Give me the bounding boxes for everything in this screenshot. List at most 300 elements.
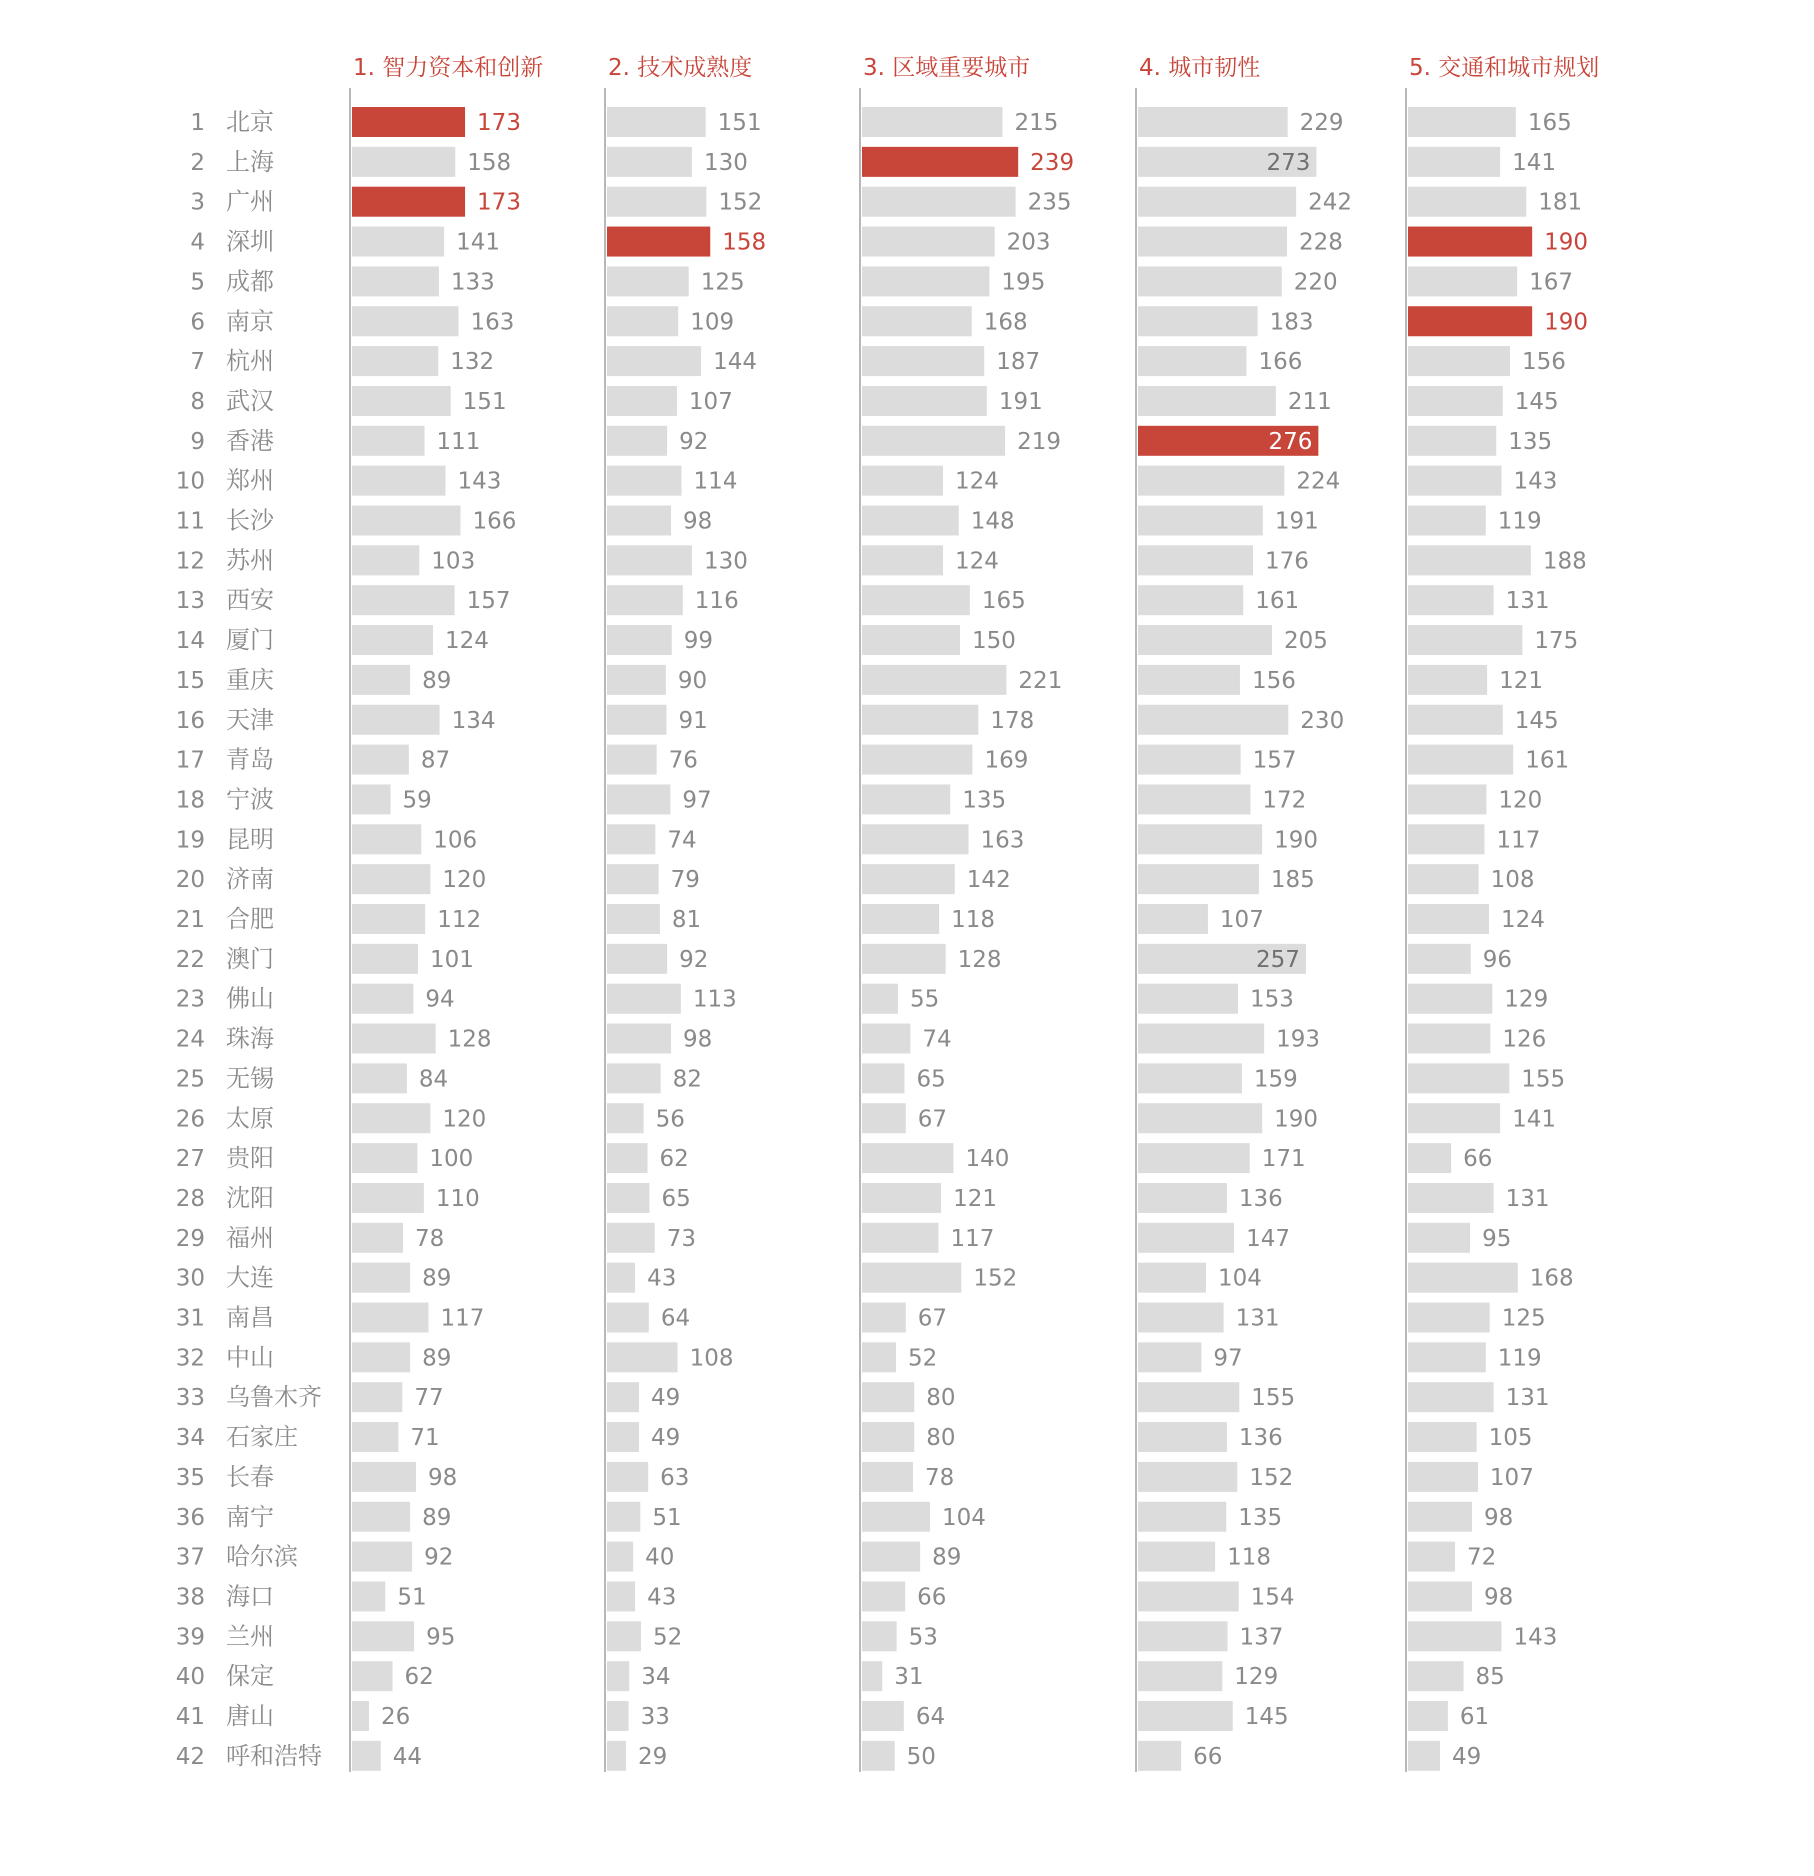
value-label: 235 bbox=[1027, 189, 1072, 216]
bar bbox=[862, 1621, 897, 1651]
city-label: 哈尔滨 bbox=[226, 1542, 298, 1571]
bar bbox=[1138, 266, 1282, 296]
value-label: 144 bbox=[713, 349, 758, 376]
bar bbox=[1408, 466, 1501, 496]
rank-label: 36 bbox=[175, 1504, 205, 1531]
bar bbox=[607, 745, 657, 775]
bar bbox=[607, 1342, 678, 1372]
city-label: 成都 bbox=[226, 267, 274, 296]
bar bbox=[1138, 1143, 1250, 1173]
bar bbox=[862, 545, 943, 575]
value-label: 71 bbox=[410, 1425, 440, 1452]
value-label: 85 bbox=[1475, 1664, 1505, 1691]
city-label: 石家庄 bbox=[226, 1423, 298, 1452]
value-label: 104 bbox=[941, 1504, 986, 1531]
value-label: 167 bbox=[1529, 269, 1574, 296]
value-label: 49 bbox=[651, 1385, 681, 1412]
value-label: 89 bbox=[422, 1265, 452, 1292]
value-label: 141 bbox=[456, 229, 501, 256]
value-label: 190 bbox=[1274, 827, 1319, 854]
value-label: 203 bbox=[1006, 229, 1051, 256]
value-label: 273 bbox=[1266, 149, 1311, 176]
bar bbox=[352, 984, 413, 1014]
city-label: 保定 bbox=[226, 1662, 274, 1691]
value-label: 181 bbox=[1538, 189, 1583, 216]
value-label: 117 bbox=[440, 1305, 485, 1332]
bar bbox=[1408, 1303, 1490, 1333]
bar bbox=[607, 1661, 629, 1691]
value-label: 128 bbox=[957, 946, 1002, 973]
value-label: 77 bbox=[414, 1385, 444, 1412]
series-header: 4. 城市韧性 bbox=[1139, 55, 1261, 81]
value-label: 188 bbox=[1542, 548, 1587, 575]
value-label: 151 bbox=[717, 110, 762, 136]
value-label: 107 bbox=[1489, 1464, 1534, 1491]
bar bbox=[1408, 1741, 1440, 1771]
value-label: 49 bbox=[651, 1425, 681, 1452]
value-label: 67 bbox=[917, 1305, 948, 1332]
rank-label: 1 bbox=[190, 110, 205, 136]
bar bbox=[352, 346, 438, 376]
value-label: 145 bbox=[1514, 707, 1559, 734]
value-label: 205 bbox=[1283, 628, 1328, 655]
bar bbox=[862, 904, 939, 934]
city-label: 宁波 bbox=[226, 785, 274, 814]
bar bbox=[862, 1701, 904, 1731]
bar bbox=[352, 864, 430, 894]
bar bbox=[862, 187, 1016, 217]
bar bbox=[862, 665, 1006, 695]
city-label: 上海 bbox=[226, 147, 274, 176]
city-label: 贵阳 bbox=[226, 1144, 274, 1173]
city-label: 合肥 bbox=[226, 905, 274, 933]
value-label: 229 bbox=[1299, 110, 1344, 136]
value-label: 124 bbox=[445, 628, 489, 655]
bar bbox=[352, 1701, 369, 1731]
bar bbox=[352, 306, 459, 336]
city-label: 沈阳 bbox=[226, 1183, 274, 1212]
bar bbox=[352, 1303, 428, 1333]
bar bbox=[1138, 187, 1296, 217]
bar bbox=[862, 864, 955, 894]
value-label: 165 bbox=[981, 588, 1026, 615]
bar bbox=[352, 506, 460, 536]
rank-label: 30 bbox=[175, 1265, 205, 1292]
value-label: 168 bbox=[1529, 1265, 1574, 1292]
value-label: 56 bbox=[655, 1106, 685, 1133]
bar bbox=[1138, 705, 1288, 735]
value-label: 61 bbox=[1459, 1704, 1490, 1730]
value-label: 190 bbox=[1544, 309, 1589, 336]
city-label: 青岛 bbox=[226, 745, 274, 774]
series-header: 5. 交通和城市规划 bbox=[1409, 55, 1600, 81]
bar bbox=[607, 944, 667, 974]
bar bbox=[607, 784, 670, 814]
bar bbox=[352, 187, 465, 217]
bar bbox=[862, 426, 1005, 456]
bar bbox=[607, 705, 666, 735]
bar bbox=[607, 506, 671, 536]
value-label: 65 bbox=[661, 1185, 691, 1212]
value-label: 118 bbox=[1227, 1544, 1272, 1571]
value-label: 43 bbox=[647, 1265, 677, 1292]
city-label: 太原 bbox=[226, 1104, 274, 1133]
value-label: 228 bbox=[1298, 229, 1343, 256]
value-label: 140 bbox=[965, 1146, 1010, 1173]
value-label: 52 bbox=[652, 1624, 683, 1651]
rank-label: 21 bbox=[175, 907, 205, 933]
bar bbox=[1138, 466, 1284, 496]
bar bbox=[862, 745, 972, 775]
bar bbox=[862, 466, 943, 496]
value-label: 80 bbox=[926, 1425, 956, 1452]
value-label: 130 bbox=[703, 548, 748, 575]
value-label: 113 bbox=[692, 986, 737, 1013]
rank-label: 15 bbox=[175, 667, 205, 694]
bar bbox=[1408, 1063, 1509, 1093]
value-label: 152 bbox=[1249, 1464, 1294, 1491]
value-label: 141 bbox=[1512, 1106, 1557, 1133]
rank-label: 17 bbox=[175, 747, 205, 774]
city-label: 深圳 bbox=[226, 227, 274, 256]
value-label: 101 bbox=[430, 946, 474, 973]
bar bbox=[607, 346, 701, 376]
bar bbox=[1408, 1581, 1472, 1611]
rank-label: 11 bbox=[175, 508, 205, 535]
value-label: 190 bbox=[1544, 229, 1589, 256]
value-label: 117 bbox=[950, 1225, 995, 1252]
bar bbox=[1138, 1263, 1206, 1293]
value-label: 121 bbox=[1499, 667, 1543, 694]
value-label: 114 bbox=[693, 468, 738, 495]
value-label: 66 bbox=[1463, 1146, 1493, 1173]
value-label: 155 bbox=[1521, 1066, 1566, 1093]
bar bbox=[1138, 1701, 1233, 1731]
bar bbox=[862, 506, 959, 536]
city-label: 佛山 bbox=[226, 984, 274, 1013]
value-label: 92 bbox=[424, 1544, 454, 1571]
value-label: 79 bbox=[670, 867, 700, 894]
bar bbox=[862, 1263, 961, 1293]
value-label: 87 bbox=[420, 747, 451, 774]
value-label: 125 bbox=[1501, 1305, 1546, 1332]
bar bbox=[607, 1502, 640, 1532]
bar bbox=[862, 1422, 914, 1452]
bar bbox=[862, 1183, 941, 1213]
bar bbox=[607, 306, 678, 336]
value-label: 107 bbox=[1219, 907, 1264, 933]
value-label: 95 bbox=[426, 1624, 456, 1651]
value-label: 130 bbox=[703, 149, 748, 176]
bar bbox=[352, 1263, 410, 1293]
bar bbox=[862, 386, 987, 416]
city-label: 郑州 bbox=[226, 466, 274, 495]
bar bbox=[1138, 1462, 1237, 1492]
bar bbox=[1138, 545, 1253, 575]
value-label: 34 bbox=[641, 1664, 671, 1691]
value-label: 89 bbox=[422, 1504, 452, 1531]
value-label: 120 bbox=[1498, 787, 1543, 814]
bar bbox=[1408, 1502, 1472, 1532]
bar bbox=[607, 1103, 644, 1133]
city-label: 广州 bbox=[226, 187, 274, 216]
bar bbox=[352, 466, 445, 496]
value-label: 185 bbox=[1270, 867, 1315, 894]
bar bbox=[1408, 864, 1479, 894]
bar bbox=[607, 1024, 671, 1054]
bar bbox=[607, 266, 689, 296]
rank-label: 32 bbox=[175, 1345, 205, 1372]
bar bbox=[1408, 187, 1526, 217]
bar bbox=[1408, 386, 1503, 416]
bar bbox=[607, 426, 667, 456]
bar bbox=[352, 705, 440, 735]
bar bbox=[1138, 1103, 1262, 1133]
value-label: 143 bbox=[457, 468, 502, 495]
value-label: 67 bbox=[917, 1106, 948, 1133]
value-label: 64 bbox=[660, 1305, 691, 1332]
bar bbox=[607, 1063, 661, 1093]
bar bbox=[352, 1342, 410, 1372]
value-label: 135 bbox=[1508, 428, 1553, 455]
city-label: 厦门 bbox=[226, 626, 274, 655]
bar bbox=[1138, 306, 1258, 336]
value-label: 84 bbox=[418, 1066, 449, 1093]
value-label: 137 bbox=[1239, 1624, 1284, 1651]
bar bbox=[862, 1063, 904, 1093]
value-label: 92 bbox=[679, 946, 709, 973]
bar bbox=[1138, 1303, 1224, 1333]
bar bbox=[607, 984, 681, 1014]
rank-label: 14 bbox=[175, 628, 205, 655]
bar bbox=[1138, 346, 1246, 376]
bar bbox=[352, 1581, 385, 1611]
bar bbox=[1408, 1342, 1486, 1372]
value-label: 126 bbox=[1502, 1026, 1547, 1053]
bar bbox=[1408, 984, 1492, 1014]
value-label: 131 bbox=[1235, 1305, 1280, 1332]
rank-label: 5 bbox=[190, 269, 205, 296]
value-label: 63 bbox=[660, 1464, 690, 1491]
value-label: 190 bbox=[1274, 1106, 1319, 1133]
value-label: 108 bbox=[1490, 867, 1535, 894]
value-label: 82 bbox=[672, 1066, 702, 1093]
bar bbox=[607, 665, 666, 695]
value-label: 191 bbox=[1274, 508, 1319, 535]
city-label: 中山 bbox=[226, 1343, 274, 1372]
bar bbox=[352, 824, 421, 854]
bar bbox=[607, 1741, 626, 1771]
value-label: 131 bbox=[1505, 1385, 1550, 1412]
bar bbox=[1138, 1063, 1242, 1093]
bar bbox=[607, 1701, 629, 1731]
rank-label: 18 bbox=[175, 787, 205, 814]
bar bbox=[1138, 1581, 1239, 1611]
value-label: 78 bbox=[414, 1225, 445, 1252]
rank-label: 8 bbox=[190, 388, 205, 415]
value-label: 52 bbox=[907, 1345, 938, 1372]
bar bbox=[352, 1103, 430, 1133]
bar bbox=[607, 1303, 649, 1333]
bar bbox=[352, 1422, 398, 1452]
value-label: 143 bbox=[1513, 1624, 1558, 1651]
bar bbox=[1408, 1462, 1478, 1492]
bar bbox=[352, 107, 465, 137]
bar bbox=[1408, 585, 1494, 615]
city-label: 长春 bbox=[226, 1462, 274, 1491]
rank-label: 35 bbox=[175, 1464, 205, 1491]
bar bbox=[607, 864, 659, 894]
value-label: 171 bbox=[1261, 1146, 1306, 1173]
value-label: 105 bbox=[1488, 1425, 1533, 1452]
bar bbox=[862, 306, 972, 336]
value-label: 29 bbox=[637, 1743, 668, 1770]
city-label: 长沙 bbox=[226, 506, 274, 535]
value-label: 150 bbox=[972, 628, 1016, 655]
rank-label: 24 bbox=[175, 1026, 205, 1053]
value-label: 158 bbox=[467, 149, 512, 176]
value-label: 98 bbox=[1484, 1504, 1514, 1531]
rank-label: 10 bbox=[175, 468, 205, 495]
bar bbox=[862, 1024, 910, 1054]
value-label: 51 bbox=[652, 1504, 682, 1531]
value-label: 109 bbox=[690, 309, 735, 336]
bar bbox=[1408, 1263, 1518, 1293]
bar bbox=[352, 665, 410, 695]
bar bbox=[1138, 665, 1240, 695]
value-label: 107 bbox=[688, 388, 733, 415]
rank-label: 41 bbox=[175, 1704, 205, 1730]
bar bbox=[862, 1382, 914, 1412]
value-label: 128 bbox=[447, 1026, 492, 1053]
bar bbox=[1408, 665, 1487, 695]
bar bbox=[1138, 1542, 1215, 1572]
bar bbox=[1408, 1382, 1494, 1412]
value-label: 124 bbox=[955, 548, 999, 575]
value-label: 98 bbox=[683, 1026, 713, 1053]
value-label: 219 bbox=[1017, 428, 1062, 455]
bar bbox=[607, 187, 706, 217]
city-label: 武汉 bbox=[226, 386, 274, 415]
bar bbox=[607, 904, 660, 934]
value-label: 215 bbox=[1014, 110, 1059, 136]
value-label: 157 bbox=[466, 588, 511, 615]
bar bbox=[862, 784, 950, 814]
bar bbox=[1408, 1143, 1451, 1173]
rank-label: 31 bbox=[175, 1305, 205, 1332]
bar bbox=[1408, 784, 1486, 814]
value-label: 80 bbox=[926, 1385, 956, 1412]
rank-label: 2 bbox=[190, 149, 205, 176]
bar bbox=[607, 1223, 655, 1253]
city-label: 澳门 bbox=[226, 944, 274, 973]
bar bbox=[607, 824, 655, 854]
value-label: 173 bbox=[477, 110, 521, 136]
value-label: 65 bbox=[916, 1066, 946, 1093]
value-label: 96 bbox=[1482, 946, 1513, 973]
bar bbox=[607, 1542, 633, 1572]
bar bbox=[352, 585, 455, 615]
bar bbox=[607, 386, 677, 416]
value-label: 147 bbox=[1246, 1225, 1290, 1252]
value-label: 73 bbox=[666, 1225, 696, 1252]
bar bbox=[1408, 1024, 1490, 1054]
value-label: 26 bbox=[380, 1704, 411, 1730]
bar bbox=[862, 625, 960, 655]
value-label: 131 bbox=[1505, 1185, 1550, 1212]
city-label: 兰州 bbox=[226, 1622, 274, 1651]
rank-label: 23 bbox=[175, 986, 205, 1013]
bar bbox=[1408, 705, 1503, 735]
bar bbox=[1408, 1661, 1464, 1691]
city-label: 重庆 bbox=[226, 665, 274, 694]
value-label: 81 bbox=[671, 907, 702, 933]
value-label: 43 bbox=[647, 1584, 677, 1611]
bar bbox=[862, 1103, 906, 1133]
bar bbox=[862, 1661, 882, 1691]
city-label: 唐山 bbox=[226, 1702, 274, 1730]
bar bbox=[352, 1741, 381, 1771]
bar bbox=[352, 625, 433, 655]
value-label: 89 bbox=[932, 1544, 962, 1571]
rank-label: 7 bbox=[190, 349, 205, 376]
rank-label: 19 bbox=[175, 827, 205, 854]
rank-label: 28 bbox=[175, 1185, 205, 1212]
value-label: 90 bbox=[677, 667, 708, 694]
value-label: 117 bbox=[1496, 827, 1541, 854]
bar bbox=[352, 1024, 436, 1054]
bar bbox=[352, 1462, 416, 1492]
city-label: 西安 bbox=[226, 586, 274, 615]
bar bbox=[1408, 147, 1500, 177]
city-label: 珠海 bbox=[226, 1024, 274, 1053]
value-label: 131 bbox=[1505, 588, 1550, 615]
bar bbox=[607, 545, 692, 575]
bar bbox=[352, 1621, 414, 1651]
value-label: 59 bbox=[402, 787, 432, 814]
value-label: 89 bbox=[422, 667, 452, 694]
bar bbox=[862, 984, 898, 1014]
bar bbox=[352, 784, 391, 814]
bar bbox=[1408, 1621, 1501, 1651]
bar bbox=[1138, 1502, 1226, 1532]
bar bbox=[1138, 745, 1241, 775]
bar bbox=[1408, 426, 1496, 456]
value-label: 230 bbox=[1300, 707, 1345, 734]
bar bbox=[862, 1342, 896, 1372]
bar bbox=[862, 266, 989, 296]
value-label: 55 bbox=[909, 986, 940, 1013]
value-label: 156 bbox=[1521, 349, 1566, 376]
value-label: 165 bbox=[1527, 110, 1572, 136]
city-label: 昆明 bbox=[226, 825, 274, 854]
rank-label: 40 bbox=[175, 1664, 205, 1691]
value-label: 97 bbox=[682, 787, 712, 814]
bar bbox=[1138, 585, 1243, 615]
value-label: 193 bbox=[1276, 1026, 1321, 1053]
value-label: 51 bbox=[397, 1584, 427, 1611]
bar bbox=[607, 585, 683, 615]
bar bbox=[1138, 1661, 1222, 1691]
bar bbox=[862, 1542, 920, 1572]
bar bbox=[352, 1183, 424, 1213]
value-label: 151 bbox=[462, 388, 507, 415]
bar bbox=[1408, 1183, 1494, 1213]
bar bbox=[352, 1223, 403, 1253]
value-label: 97 bbox=[1213, 1345, 1243, 1372]
bar bbox=[1138, 1183, 1227, 1213]
bar bbox=[1408, 1103, 1500, 1133]
